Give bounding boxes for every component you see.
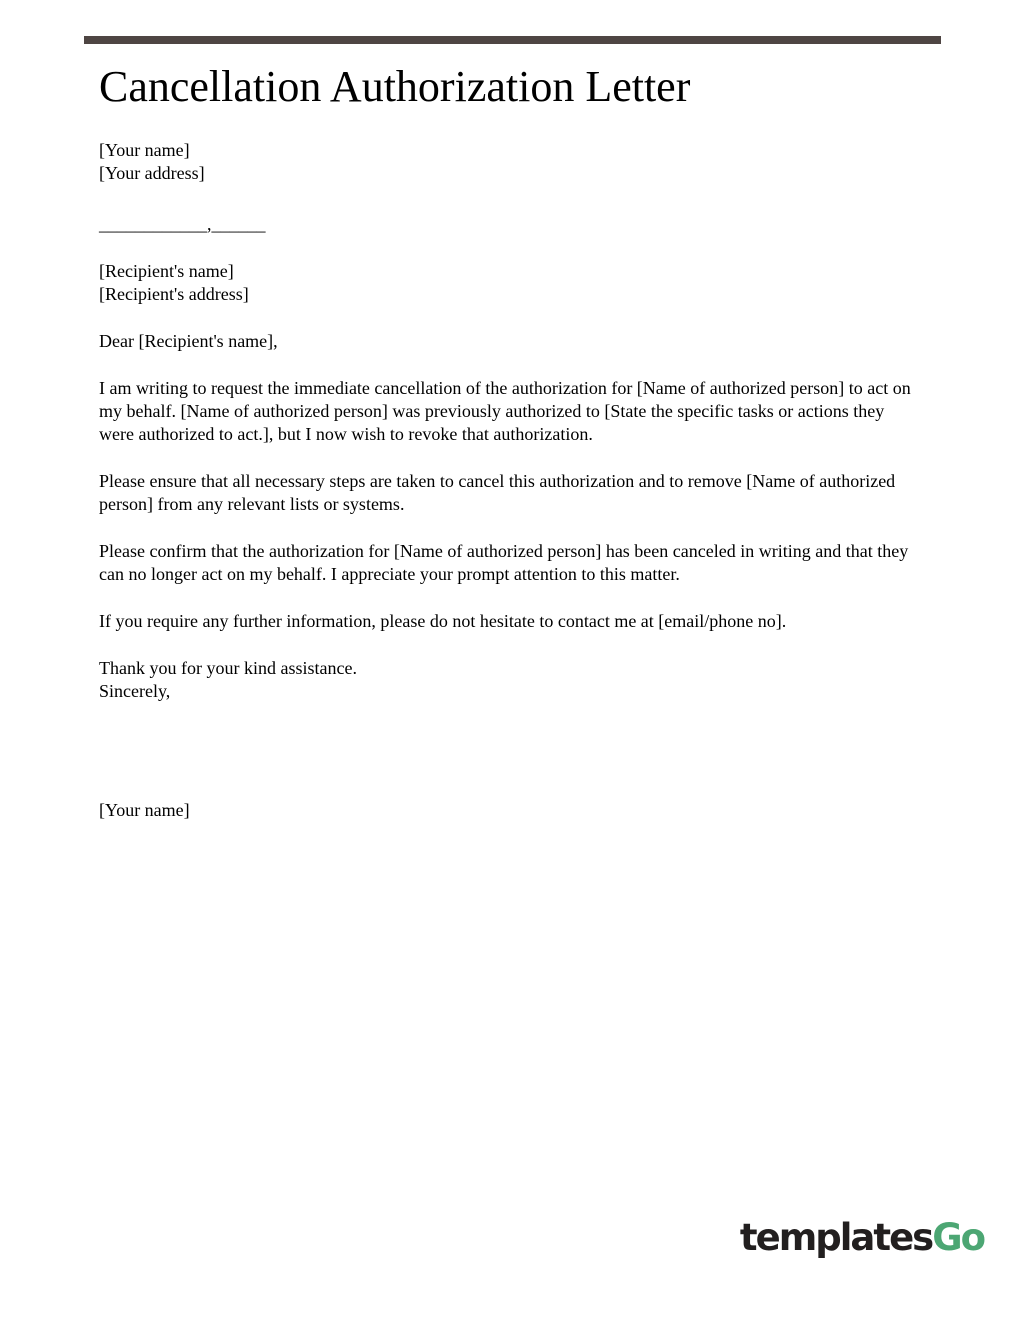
closing-thanks: Thank you for your kind assistance. [99, 657, 357, 678]
letter-paragraph-2: Please ensure that all necessary steps are taken to cancel this authorization and to remove [Name of authorized person] from any relevant lists or systems. [99, 470, 896, 514]
closing-signoff: Sincerely, [99, 680, 171, 701]
sender-name: [Your name] [99, 139, 190, 160]
letter-body [99, 62, 911, 822]
signature-name-placeholder: [Your name] [99, 799, 190, 820]
letter-paragraph-1: I am writing to request the immediate cancellation of the authorization for [Name of authorized person] to act on my behalf. [Name of authorized person] was previously authorized to [State the specific tasks or actions they were authorized to act.], but I now wish to revoke that authorization. [99, 377, 911, 444]
letter-paragraph-4: If you require any further information, please do not hesitate to contact me at [email/phone no]. [99, 610, 787, 631]
recipient-name: [Recipient's name] [99, 260, 234, 281]
letter-paragraph-3: Please confirm that the authorization for [Name of authorized person] has been canceled in writing and that they can no longer act on my behalf. I appreciate your prompt attention to this matter. [99, 540, 909, 584]
letter-title: Cancellation Authorization Letter [99, 62, 691, 111]
recipient-block [99, 260, 911, 306]
templatesgo-logo [740, 1216, 984, 1259]
logo-text-accent: Go [932, 1216, 984, 1259]
recipient-address: [Recipient's address] [99, 283, 249, 304]
logo-text-primary: templates [739, 1216, 933, 1259]
closing-block [99, 657, 911, 703]
sender-block [99, 139, 911, 185]
sender-address: [Your address] [99, 162, 205, 183]
date-blank-line: ____________,______ [99, 213, 266, 234]
decorative-top-bar [84, 36, 941, 44]
salutation: Dear [Recipient's name], [99, 330, 278, 351]
date-placeholder-block [99, 213, 911, 236]
signature-block [99, 799, 911, 822]
